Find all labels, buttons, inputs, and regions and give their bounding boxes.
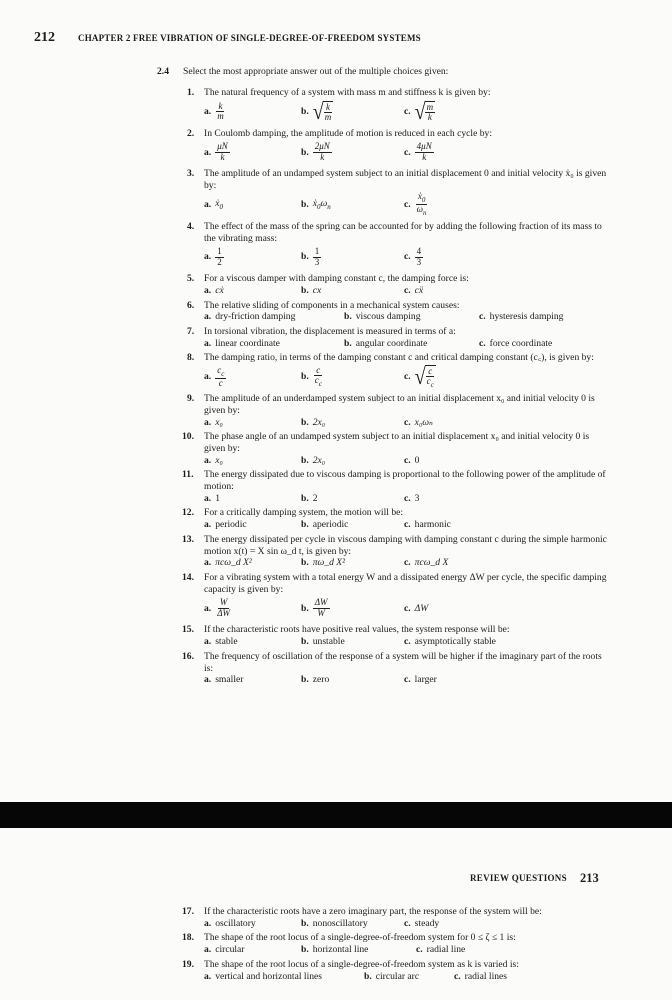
option-c: c. larger [404, 674, 437, 686]
formula: $\frac{1}{3}$ [314, 246, 320, 267]
option-c: c. steady [404, 917, 440, 929]
option-a: a. $\frac{W}{\Delta W}$ [204, 597, 230, 618]
question-text: In Coulomb damping, the amplitude of motion is reduced in each cycle by: [204, 127, 493, 139]
option-a: a. $\frac{k}{m}$ [204, 100, 224, 122]
question-text: In torsional vibration, the displacement is measured in terms of a: [204, 326, 456, 338]
option-c: c. $\frac{4}{3}$ [404, 246, 422, 267]
question-16 [182, 650, 607, 686]
page-gap [0, 802, 672, 828]
option-b: b. $\frac{2\mu N}{k}$ [301, 141, 330, 162]
question-text: For a viscous damper with damping constant c, the damping force is: [204, 273, 469, 285]
formula: $\frac{k}{m}$ [217, 100, 224, 122]
answer-options [204, 311, 607, 323]
option-b: b. $ẋ_0\omega_n$ [301, 198, 331, 211]
formula: $\frac{4}{3}$ [416, 246, 422, 267]
option-c: c. asymptotically stable [404, 636, 496, 648]
question-number: 3. [187, 168, 195, 180]
option-b: b. nonoscillatory [301, 917, 368, 929]
question-number: 7. [187, 326, 195, 338]
question-15 [182, 624, 607, 648]
question-13 [182, 533, 607, 569]
answer-options [204, 285, 607, 297]
option-a: a. stable [204, 636, 238, 648]
option-a: a. circular [204, 944, 245, 956]
answer-options [204, 192, 607, 218]
question-text: For a critically damping system, the motion will be: [204, 507, 404, 519]
question-text: For a vibrating system with a total energy W and a dissipated energy ΔW per cycle, the specific damping capacity is given by: [204, 571, 607, 595]
question-number: 2. [187, 127, 195, 139]
question-number: 18. [182, 932, 194, 944]
option-b: b. $\frac{\Delta W}{W}$ [301, 597, 328, 618]
answer-options [204, 971, 607, 983]
option-a: a. x₀ [204, 416, 223, 428]
question-text: If the characteristic roots have a zero imaginary part, the response of the system will be: [204, 906, 542, 917]
option-a: a. $\frac{c_c}{c}$ [204, 364, 225, 388]
answer-options [204, 338, 607, 350]
option-c: c. πcω_d X [404, 557, 449, 569]
question-text: If the characteristic roots have positive real values, the system response will be: [204, 624, 510, 636]
option-b: b. aperiodic [301, 519, 349, 531]
option-a: a. 1 [204, 492, 220, 504]
question-number: 5. [187, 273, 195, 285]
option-a: a. $\frac{1}{2}$ [204, 246, 222, 267]
option-a: a. dry-friction damping [204, 311, 296, 323]
option-b: b. unstable [301, 636, 345, 648]
option-c: c. hysteresis damping [479, 311, 564, 323]
answer-options [204, 595, 607, 621]
question-number: 10. [182, 431, 194, 443]
question-text: The energy dissipated due to viscous damping is proportional to the following power of the amplitude of motion: [204, 469, 606, 493]
option-b: b. $\frac{c}{c_c}$ [301, 364, 322, 389]
option-c: c. radial line [416, 944, 466, 956]
option-a: a. cẋ [204, 284, 224, 296]
question-text: The phase angle of an undamped system subject to an initial displacement x₀ and initial velocity 0 is given by: [204, 431, 590, 454]
question-text: The natural frequency of a system with mass m and stiffness k is given by: [204, 87, 491, 98]
option-a: a. ẋ$_0$ [204, 198, 223, 211]
question-7 [187, 326, 607, 349]
answer-options [204, 364, 607, 390]
question-8 [187, 352, 607, 390]
option-c: c. 3 [404, 492, 420, 504]
running-title: REVIEW QUESTIONS [470, 873, 567, 883]
option-c: c. ΔW [404, 602, 429, 614]
formula: $ẋ_0\omega_n$ [312, 198, 331, 211]
question-text: The frequency of oscillation of the response of a system will be higher if the imaginary part of the roots is: [204, 650, 602, 674]
question-10 [182, 431, 607, 466]
answer-options [204, 417, 607, 429]
question-number: 8. [187, 352, 195, 364]
option-b: b. horizontal line [301, 944, 369, 956]
question-number: 13. [182, 533, 194, 545]
question-text: The shape of the root locus of a single-degree-of-freedom system for 0 ≤ ζ ≤ 1 is: [204, 932, 516, 944]
answer-options [204, 139, 607, 165]
question-text: The energy dissipated per cycle in viscous damping with damping constant c during the simple harmonic motion x(t) = X sin ω_d t, is given by: [204, 533, 607, 557]
option-b: b. 2 [301, 492, 318, 504]
formula: $\frac{2\mu N}{k}$ [314, 141, 330, 162]
option-c: c. $\frac{4\mu N}{k}$ [404, 141, 432, 162]
answer-options [204, 918, 607, 930]
answer-options [204, 493, 607, 505]
answer-options [204, 455, 607, 467]
page-number: 213 [580, 871, 599, 885]
section-number: 2.4 [157, 66, 169, 77]
answer-options [204, 636, 607, 648]
formula: $\frac{4\mu N}{k}$ [416, 141, 432, 162]
option-b: b. πω_d X² [301, 557, 346, 569]
formula: $\frac{c}{c_c}$ [314, 364, 322, 389]
question-text: The amplitude of an underdamped system subject to an initial displacement x₀ and initial velocity 0 is given by: [204, 393, 595, 416]
section-text: Select the most appropriate answer out of the multiple choices given: [183, 66, 449, 77]
question-text: The damping ratio, in terms of the damping constant c and critical damping constant (c꜀), is given by: [204, 352, 594, 364]
question-number: 17. [182, 906, 194, 917]
formula: $\frac{W}{\Delta W}$ [217, 597, 230, 618]
option-b: b. viscous damping [344, 311, 421, 323]
question-text: The effect of the mass of the spring can be accounted for by adding the following fraction of its mass to the vibrating mass: [204, 220, 602, 244]
formula: $\frac{\Delta W}{W}$ [314, 597, 328, 618]
option-b: b. $\frac{1}{3}$ [301, 246, 320, 267]
question-number: 15. [182, 624, 194, 636]
option-b: b. 2x₀ [301, 454, 326, 466]
option-c: c. √ $\frac{c}{c_c}$ [404, 364, 434, 390]
question-4 [187, 221, 607, 270]
option-c: c. cẍ [404, 284, 424, 296]
option-a: a. linear coordinate [204, 337, 280, 349]
question-11 [182, 469, 607, 504]
question-1 [187, 87, 607, 125]
formula: $\frac{1}{2}$ [217, 246, 222, 267]
question-number: 6. [187, 299, 195, 311]
question-19 [182, 958, 607, 982]
option-c: c. harmonic [404, 519, 451, 531]
question-18 [182, 932, 607, 956]
option-a: a. x₀ [204, 454, 223, 466]
option-c: c. $\frac{ẋ_0}{\omega_n}$ [404, 191, 427, 218]
option-b: b. zero [301, 674, 330, 686]
question-number: 1. [187, 87, 195, 98]
answer-options [204, 244, 607, 270]
question-17 [182, 906, 607, 929]
question-5 [187, 273, 607, 296]
answer-options [204, 674, 607, 686]
question-6 [187, 300, 607, 323]
question-text: The relative sliding of components in a mechanical system causes: [204, 299, 460, 311]
question-14 [182, 571, 607, 621]
formula: ẋ$_0$ [215, 198, 223, 211]
question-list [182, 906, 607, 985]
option-b: b. circular arc [364, 970, 420, 982]
question-12 [182, 507, 607, 531]
book-page-213 [0, 828, 672, 1000]
option-c: c. radial lines [454, 970, 508, 982]
running-title: CHAPTER 2 FREE VIBRATION OF SINGLE-DEGREE-OF-FREEDOM SYSTEMS [78, 33, 421, 43]
formula: √ $\frac{k}{m}$ [312, 99, 332, 125]
question-number: 16. [182, 650, 194, 662]
section-heading [157, 66, 617, 77]
option-a: a. πcω_d X² [204, 557, 252, 569]
formula: √ $\frac{m}{k}$ [414, 99, 434, 125]
question-text: The shape of the root locus of a single-degree-of-freedom system as k is varied is: [204, 958, 519, 970]
question-number: 11. [182, 469, 194, 481]
option-c: c. force coordinate [479, 337, 553, 349]
question-number: 19. [182, 958, 194, 970]
question-number: 12. [182, 507, 194, 519]
option-b: b. 2x₀ [301, 416, 326, 428]
answer-options [204, 99, 607, 125]
option-c: c. 0 [404, 454, 420, 466]
option-a: a. $\frac{\mu N}{k}$ [204, 141, 228, 162]
option-b: b. angular coordinate [344, 337, 428, 349]
formula: $\frac{ẋ_0}{\omega_n}$ [416, 191, 427, 218]
question-9 [187, 393, 607, 428]
question-text: The amplitude of an undamped system subject to an initial displacement 0 and initial velocity ẋ₀ is given by: [204, 168, 607, 192]
formula: $\frac{\mu N}{k}$ [217, 141, 228, 162]
formula: √ $\frac{c}{c_c}$ [414, 364, 434, 390]
option-c: c. √ $\frac{m}{k}$ [404, 99, 434, 125]
question-list [182, 87, 607, 689]
option-a: a. vertical and horizontal lines [204, 970, 323, 982]
option-c: c. x₀ωₙ [404, 416, 433, 428]
option-a: a. periodic [204, 519, 247, 531]
question-number: 4. [187, 220, 195, 232]
option-b: b. cx [301, 284, 322, 296]
question-number: 14. [182, 571, 194, 583]
page-number: 212 [34, 30, 55, 45]
formula: $\frac{c_c}{c}$ [217, 364, 225, 388]
question-2 [187, 128, 607, 166]
question-number: 9. [187, 393, 195, 405]
question-3 [187, 168, 607, 217]
option-a: a. oscillatory [204, 917, 256, 929]
answer-options [204, 519, 607, 531]
answer-options [204, 944, 607, 956]
option-b: b. √ $\frac{k}{m}$ [301, 99, 332, 125]
option-a: a. smaller [204, 674, 244, 686]
answer-options [204, 557, 607, 569]
